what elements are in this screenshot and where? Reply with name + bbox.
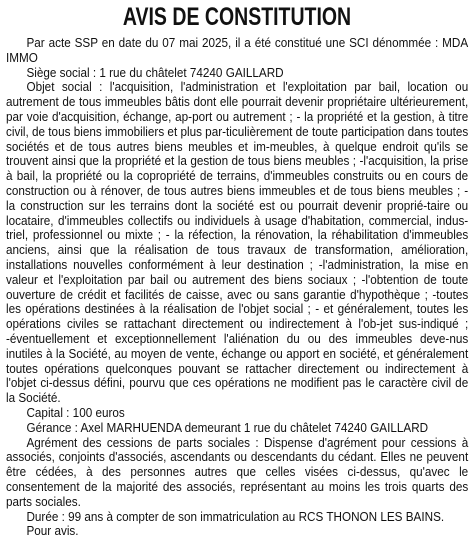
notice-paragraph-registered-office: Siège social : 1 rue du châtelet 74240 GAILLARD: [26, 65, 284, 80]
notice-title: AVIS DE CONSTITUTION: [122, 3, 352, 31]
notice-paragraph-share-transfer: Agrément des cessions de parts sociales : Dispense d'agrément pour cessions à associés, conjoints d'associés, ascendants ou descendants du cédant. Elles ne peuvent être cédées, à des personnes autres que celles visées ci-dessus, qu'avec le consentement de la majorité des associés, représentant au moins les trois quarts des parts sociales.: [6, 435, 469, 509]
notice-paragraph-deed: Par acte SSP en date du 07 mai 2025, il a été constitué une SCI dénommée : MDA IMMO: [6, 36, 469, 65]
notice-paragraph-duration: Durée : 99 ans à compter de son immatriculation au RCS THONON LES BAINS.: [26, 509, 445, 524]
notice-paragraph-capital: Capital : 100 euros: [26, 405, 125, 420]
notice-paragraph-management: Gérance : Axel MARHUENDA demeurant 1 rue du châtelet 74240 GAILLARD: [26, 420, 429, 435]
notice-paragraph-closing: Pour avis.: [26, 524, 79, 539]
legal-notice: [6, 2, 468, 539]
notice-paragraph-corporate-purpose: Objet social : l'acquisition, l'administration et l'exploitation par bail, location ou autrement de tous immeubles bâtis dont elle pourrait devenir propriétaire ultérieurement, par voie d'acquisition, échange, ap-port ou autrement ; - la propriété et la gestion, à titre civil, de tous biens immobiliers et plus par-ticulièrement de toute participation dans toutes sociétés et de tous autres biens meubles et im-meubles, à quelque endroit qu'ils se trouvent ainsi que la propriété et la gestion de tous biens meubles ; -l'acquisition, la prise à bail, la propriété ou la copropriété de terrains, d'immeubles construits ou en cours de construction ou à rénover, de tous autres biens immeubles et de tous biens meubles ; - la construction sur les terrains dont la société est ou pourrait devenir proprié-taire ou locataire, d'immeubles collectifs ou individuels à usage d'habitation, commercial, indus-triel, professionnel ou mixte ; - la réfection, la rénovation, la réhabilitation d'immeubles anciens, ainsi que la réalisation de tous travaux de transformation, amélioration, installations nouvelles conformément à leur destination ; -l'administration, la mise en valeur et l'exploitation par bail ou autrement des biens sociaux ; -l'obtention de toute ouverture de crédit et facilités de caisse, avec ou sans garantie d'hypothèque ; -toutes les opérations destinées à la réalisation de l'objet social ; - et généralement, toutes les opérations civiles se rattachant directement ou indirectement à l'ob-jet sus-indiqué ; -éventuellement et exceptionnellement l'aliénation du ou des immeubles deve-nus inutiles à la Société, au moyen de vente, échange ou apport en société, et généralement toutes opérations quelconques pouvant se rattacher directement ou indirectement à l'objet ci-dessus défini, pourvu que ces opérations ne modifient pas le caractère civil de la Société.: [6, 80, 469, 406]
